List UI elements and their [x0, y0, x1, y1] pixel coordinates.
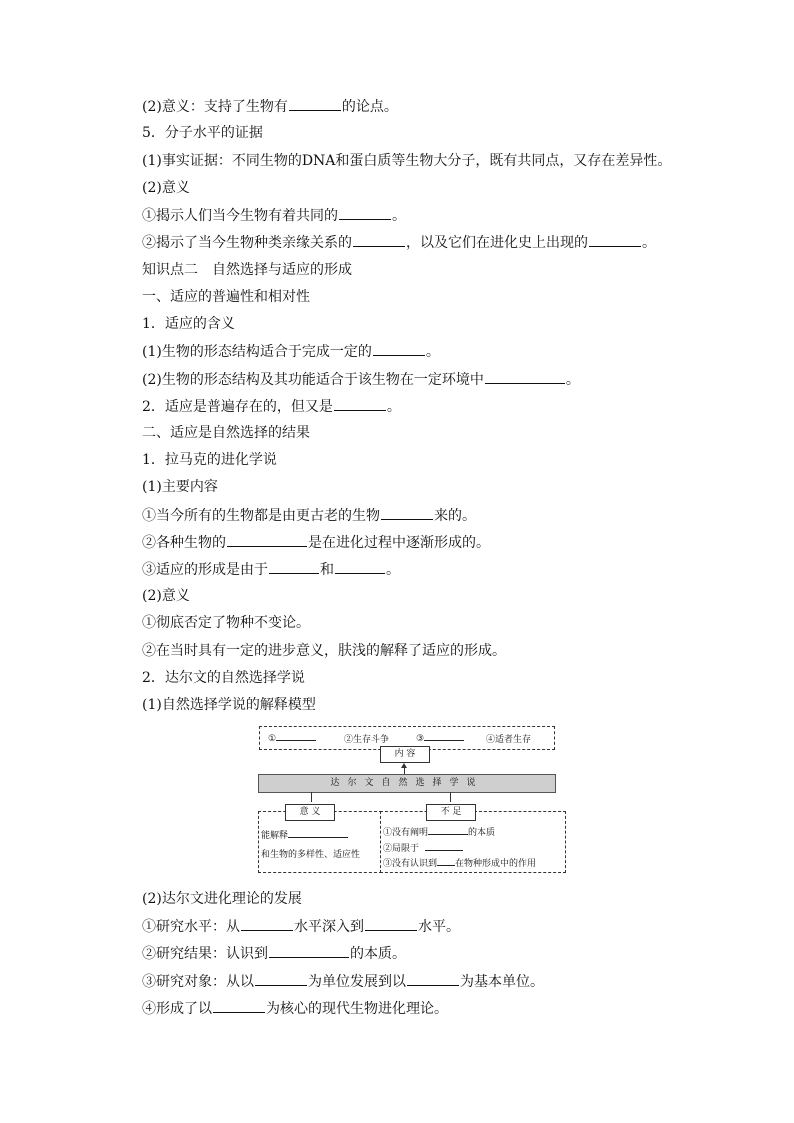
top-item-1: ① — [268, 732, 316, 744]
fill-blank[interactable] — [269, 560, 319, 574]
shortcoming-line-1: ①没有阐明 的本质 — [383, 828, 496, 838]
meaning-label: 意 义 — [285, 804, 335, 821]
arrow-line — [311, 792, 312, 802]
text-line: (1)自然选择学说的解释模型 — [142, 697, 316, 713]
text-line: ①当今所有的生物都是由更古老的生物 来的。 — [142, 508, 476, 524]
shortcoming-label: 不 足 — [426, 804, 476, 821]
text-line: (2)生物的形态结构及其功能适合于该生物在一定环境中 。 — [142, 372, 580, 388]
text-line: (2)意义 — [142, 180, 190, 196]
text-line: ④形成了以 为核心的现代生物进化理论。 — [142, 1001, 448, 1017]
fill-blank[interactable] — [241, 917, 293, 931]
theory-bar: 达尔文自然选择学说 — [258, 774, 556, 793]
text-line: 2．适应是普遍存在的，但又是 。 — [142, 399, 401, 415]
text-line: ②各种生物的 是在进化过程中逐渐形成的。 — [142, 535, 490, 551]
top-item-2: ②生存斗争 — [344, 735, 390, 745]
text-line: ②研究结果：认识到 的本质。 — [142, 946, 406, 962]
text-line: (1)生物的形态结构适合于完成一定的 。 — [142, 344, 440, 360]
fill-blank[interactable] — [255, 972, 307, 986]
fill-blank[interactable] — [365, 917, 417, 931]
arrow-line — [450, 792, 451, 802]
section-heading: 知识点二 自然选择与适应的形成 — [142, 262, 352, 278]
fill-blank[interactable] — [339, 206, 391, 220]
content-label: 内 容 — [380, 746, 430, 763]
text-line: ③研究对象：从以 为单位发展到以 为基本单位。 — [142, 974, 544, 990]
section-heading: 一、适应的普遍性和相对性 — [142, 289, 310, 305]
arrow-line — [404, 767, 405, 774]
text-line: ②揭示了当今生物种类亲缘关系的 ，以及它们在进化史上出现的 。 — [142, 235, 656, 251]
diagram-blank[interactable] — [276, 732, 316, 741]
fill-blank[interactable] — [269, 944, 349, 958]
natural-selection-diagram — [255, 726, 567, 874]
diagram-blank[interactable] — [437, 857, 455, 866]
fill-blank[interactable] — [353, 233, 405, 247]
top-item-3: ③ — [416, 732, 464, 744]
top-item-4: ④适者生存 — [486, 735, 532, 745]
fill-blank[interactable] — [213, 999, 265, 1013]
text-line: ①研究水平：从 水平深入到 水平。 — [142, 919, 460, 935]
meaning-line-2: 和生物的多样性、适应性 — [261, 850, 361, 860]
shortcoming-line-2: ②局限于 — [383, 841, 463, 854]
fill-blank[interactable] — [485, 370, 565, 384]
fill-blank[interactable] — [335, 560, 385, 574]
fill-blank[interactable] — [334, 397, 386, 411]
text-line: (2)意义 — [142, 588, 190, 604]
fill-blank[interactable] — [381, 506, 433, 520]
text-line: ③适应的形成是由于 和 。 — [142, 562, 400, 578]
fill-blank[interactable] — [407, 972, 459, 986]
section-heading: 1．适应的含义 — [142, 316, 235, 332]
text-line: (2)意义：支持了生物有 的论点。 — [142, 99, 398, 115]
text-line: (1)主要内容 — [142, 479, 218, 495]
text-line: (2)达尔文进化理论的发展 — [142, 891, 302, 907]
section-heading: 5．分子水平的证据 — [142, 125, 263, 141]
fill-blank[interactable] — [589, 233, 641, 247]
fill-blank[interactable] — [227, 533, 307, 547]
text-line: ②在当时具有一定的进步意义，肤浅的解释了适应的形成。 — [142, 643, 506, 659]
fill-blank[interactable] — [373, 342, 425, 356]
diagram-blank[interactable] — [425, 842, 463, 851]
section-heading: 2．达尔文的自然选择学说 — [142, 670, 305, 686]
diagram-blank[interactable] — [288, 829, 348, 838]
diagram-blank[interactable] — [424, 732, 464, 741]
section-heading: 1．拉马克的进化学说 — [142, 452, 277, 468]
fill-blank[interactable] — [289, 97, 341, 111]
text-line: ①揭示人们当今生物有着共同的 。 — [142, 208, 406, 224]
shortcoming-line-3: ③没有认识到 在物种形成中的作用 — [383, 859, 537, 869]
text-line: ①彻底否定了物种不变论。 — [142, 615, 310, 631]
section-heading: 二、适应是自然选择的结果 — [142, 425, 310, 441]
text-line: (1)事实证据：不同生物的DNA和蛋白质等生物大分子，既有共同点，又存在差异性。 — [142, 153, 672, 169]
meaning-line-1: 能解释 — [261, 828, 348, 841]
diagram-blank[interactable] — [428, 826, 468, 835]
